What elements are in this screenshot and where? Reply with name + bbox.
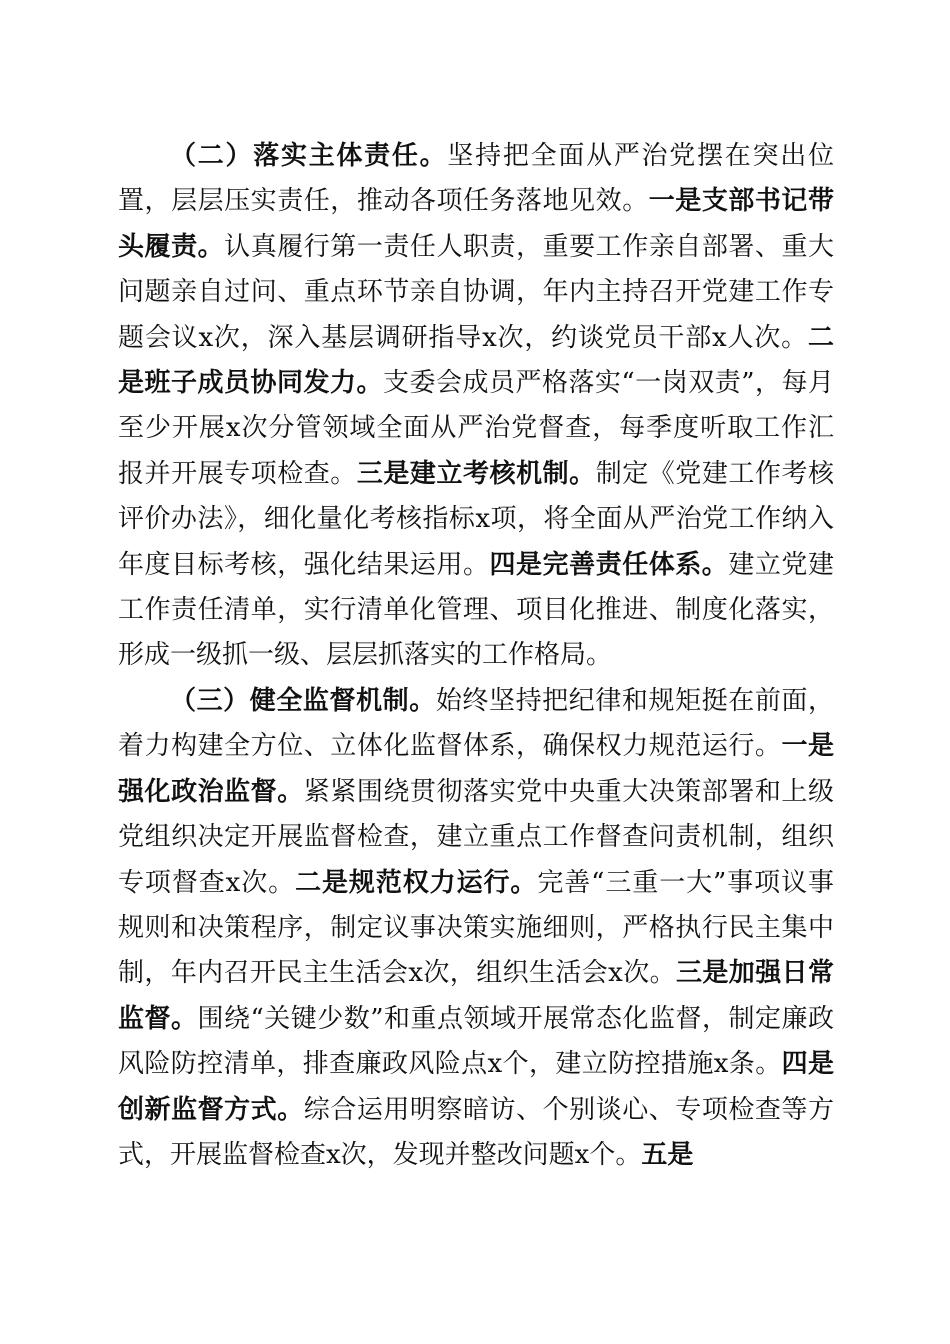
paragraph-supervision-mechanism: [118, 679, 834, 1178]
body-text: 坚持把全面从严治党摆在突出位置，层层压实责任，推动各项任务落地见效。: [118, 141, 834, 217]
body-text: 建立党建工作责任清单，实行清单化管理、项目化推进、制度化落实，形成一级抓一级、层层抓落实的工作格局。: [118, 549, 834, 671]
body-text: 完善“三重一大”事项议事规则和决策程序，制定议事决策实施细则，严格执行民主集中制，年内召开民主生活会x次，组织生活会x次。: [118, 867, 834, 989]
body-text: 认真履行第一责任人职责，重要工作亲自部署、重大问题亲自过问、重点环节亲自协调，年内主持召开党建工作专题会议x次，深入基层调研指导x次，约谈党员干部x人次。: [118, 231, 834, 353]
point-heading: 三是加强日常监督。: [118, 958, 834, 1034]
point-heading: 三是建立考核机制。: [356, 458, 596, 489]
point-heading: 二是班子成员协同发力。: [118, 322, 834, 399]
body-text: 制定《党建工作考核评价办法》，细化量化考核指标x项，将全面从严治党工作纳入年度目标考核，强化结果运用。: [118, 458, 834, 580]
section-heading: （三）健全监督机制。: [170, 685, 436, 716]
body-text: 紧紧围绕贯彻落实党中央重大决策部署和上级党组织决定开展监督检查，建立重点工作督查问责机制，组织专项督查x次。: [118, 776, 834, 898]
body-text: 支委会成员严格落实“一岗双责”，每月至少开展x次分管领域全面从严治党督查，每季度听取工作汇报并开展专项检查。: [118, 368, 834, 489]
point-heading: 一是支部书记带头履责。: [118, 186, 834, 262]
point-heading: 五是: [641, 1139, 694, 1170]
document-body: [118, 134, 834, 1178]
paragraph-implement-responsibility: [118, 134, 834, 679]
point-heading: 一是强化政治监督。: [118, 731, 834, 807]
point-heading: 四是完善责任体系。: [489, 549, 729, 580]
body-text: 始终坚持把纪律和规矩挺在前面，着力构建全方位、立体化监督体系，确保权力规范运行。: [118, 685, 834, 762]
body-text: 围绕“关键少数”和重点领域开展常态化监督，制定廉政风险防控清单，排查廉政风险点x个，建立防控措施x条。: [118, 1003, 834, 1080]
point-heading: 二是规范权力运行。: [295, 867, 538, 898]
point-heading: 四是创新监督方式。: [118, 1049, 834, 1125]
body-text: 综合运用明察暗访、个别谈心、专项检查等方式，开展监督检查x次，发现并整改问题x个。: [118, 1094, 834, 1170]
section-heading: （二）落实主体责任。: [170, 141, 448, 171]
